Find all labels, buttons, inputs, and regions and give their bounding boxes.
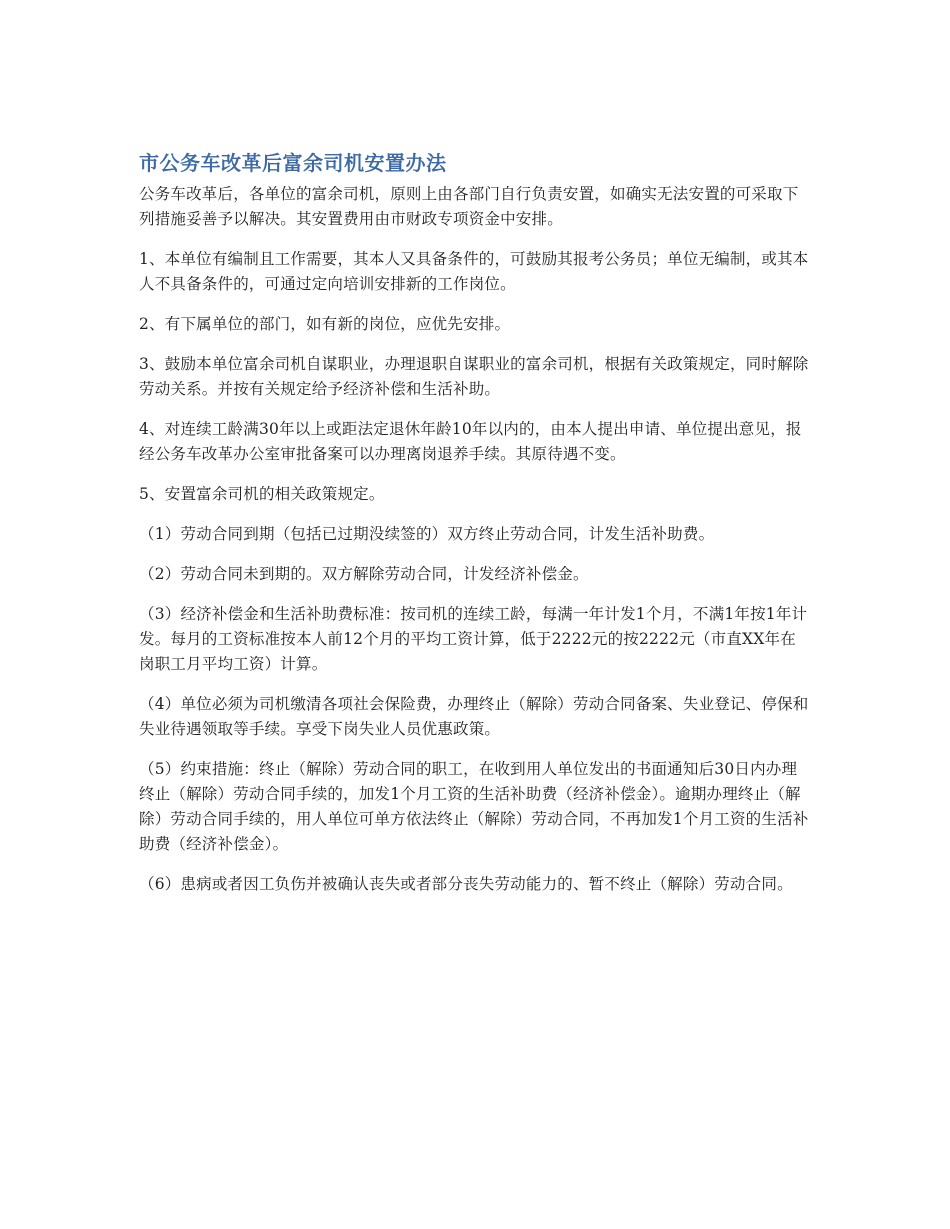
item-4: 4、对连续工龄满30年以上或距法定退休年龄10年以内的，由本人提出申请、单位提出意见，报经公务车改革办公室审批备案可以办理离岗退养手续。其原待遇不变。 [139, 420, 802, 463]
document-page [139, 148, 811, 912]
sub-item-5: （5）约束措施：终止（解除）劳动合同的职工，在收到用人单位发出的书面通知后30日内办理终止（解除）劳动合同手续的，加发1个月工资的生活补助费（经济补偿金）。逾期办理终止（解除）劳动合同手续的，用人单位可单方依法终止（解除）劳动合同，不再加发1个月工资的生活补助费（经济补偿金）。 [139, 760, 809, 853]
sub-item-2: （2）劳动合同未到期的。双方解除劳动合同，计发经济补偿金。 [139, 565, 589, 583]
item-3: 3、鼓励本单位富余司机自谋职业，办理退职自谋职业的富余司机，根据有关政策规定，同时解除劳动关系。并按有关规定给予经济补偿和生活补助。 [139, 355, 809, 398]
item-1: 1、本单位有编制且工作需要，其本人又具备条件的，可鼓励其报考公务员；单位无编制，或其本人不具备条件的，可通过定向培训安排新的工作岗位。 [139, 250, 809, 293]
item-2: 2、有下属单位的部门，如有新的岗位，应优先安排。 [139, 315, 511, 333]
document-title: 市公务车改革后富余司机安置办法 [139, 151, 447, 175]
sub-item-3: （3）经济补偿金和生活补助费标准：按司机的连续工龄，每满一年计发1个月，不满1年按1年计发。每月的工资标准按本人前12个月的平均工资计算，低于2222元的按2222元（市直XX年在岗职工月平均工资）计算。 [139, 605, 808, 673]
sub-item-1: （1）劳动合同到期（包括已过期没续签的）双方终止劳动合同，计发生活补助费。 [139, 525, 715, 543]
sub-item-6: （6）患病或者因工负伤并被确认丧失或者部分丧失劳动能力的、暂不终止（解除）劳动合同。 [139, 875, 793, 893]
sub-item-4: （4）单位必须为司机缴清各项社会保险费，办理终止（解除）劳动合同备案、失业登记、停保和失业待遇领取等手续。享受下岗失业人员优惠政策。 [139, 695, 809, 738]
item-5: 5、安置富余司机的相关政策规定。 [139, 485, 385, 503]
intro-paragraph: 公务车改革后，各单位的富余司机，原则上由各部门自行负责安置，如确实无法安置的可采取下列措施妥善予以解决。其安置费用由市财政专项资金中安排。 [139, 185, 799, 228]
